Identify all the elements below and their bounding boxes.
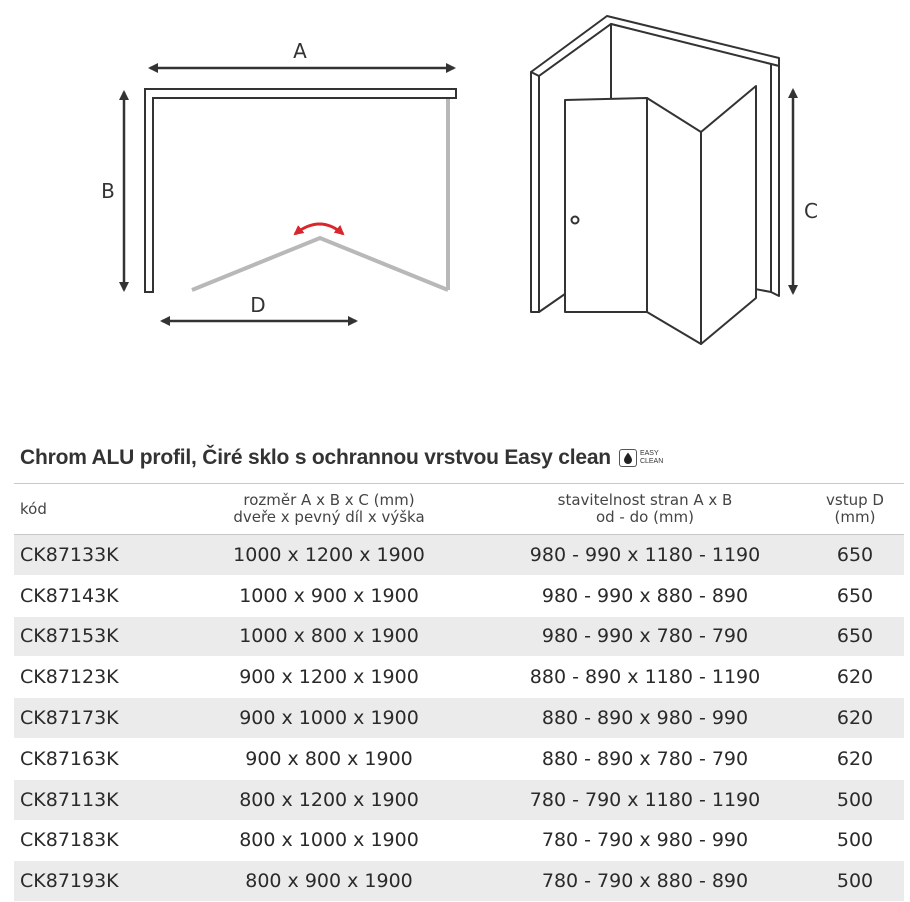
cell-entry: 500 — [806, 861, 904, 902]
dimension-d-label: D — [250, 293, 266, 317]
header-entry — [806, 484, 904, 535]
easy-clean-badge — [619, 449, 663, 467]
header-code: kód — [14, 484, 174, 535]
cell-size: 900 x 800 x 1900 — [174, 738, 484, 779]
cell-code: CK87133K — [14, 535, 174, 576]
table-row — [14, 820, 904, 861]
cell-adjust: 880 - 890 x 1180 - 1190 — [484, 657, 806, 698]
cell-code: CK87123K — [14, 657, 174, 698]
cell-size: 800 x 900 x 1900 — [174, 861, 484, 902]
cell-code: CK87143K — [14, 575, 174, 616]
cell-entry: 620 — [806, 698, 904, 739]
cell-code: CK87153K — [14, 616, 174, 657]
dimension-b-label: B — [101, 179, 115, 203]
cell-adjust: 780 - 790 x 880 - 890 — [484, 861, 806, 902]
badge-line-1: EASY — [639, 450, 659, 457]
cell-adjust: 880 - 890 x 780 - 790 — [484, 738, 806, 779]
technical-diagram — [0, 0, 910, 420]
table-row — [14, 535, 904, 576]
header-entry-line-2: (mm) — [834, 508, 876, 526]
cell-entry: 650 — [806, 535, 904, 576]
folding-panel-1 — [647, 98, 701, 344]
cell-entry: 650 — [806, 575, 904, 616]
folding-door — [192, 238, 448, 290]
cell-entry: 650 — [806, 616, 904, 657]
cell-adjust: 980 - 990 x 880 - 890 — [484, 575, 806, 616]
table-row — [14, 575, 904, 616]
isometric-view — [531, 16, 779, 344]
cell-entry: 620 — [806, 738, 904, 779]
table-header-row — [14, 484, 904, 535]
door-panel — [565, 98, 647, 312]
table-row — [14, 861, 904, 902]
header-adjust-line-1: stavitelnost stran A x B — [557, 491, 733, 509]
dimension-c-label: C — [804, 199, 818, 223]
table-row — [14, 779, 904, 820]
cell-code: CK87173K — [14, 698, 174, 739]
cell-code: CK87193K — [14, 861, 174, 902]
dimension-a-label: A — [293, 39, 307, 63]
cell-size: 900 x 1200 x 1900 — [174, 657, 484, 698]
cell-adjust: 980 - 990 x 1180 - 1190 — [484, 535, 806, 576]
spec-table — [14, 483, 904, 902]
header-entry-line-1: vstup D — [826, 491, 884, 509]
cell-entry: 620 — [806, 657, 904, 698]
header-size-line-1: rozměr A x B x C (mm) — [243, 491, 415, 509]
top-view-plan — [101, 39, 456, 321]
badge-text — [640, 450, 663, 466]
cell-adjust: 780 - 790 x 1180 - 1190 — [484, 779, 806, 820]
product-title: Chrom ALU profil, Čiré sklo s ochrannou vrstvou Easy clean — [20, 446, 611, 469]
table-row — [14, 616, 904, 657]
wall-profile — [145, 89, 456, 292]
right-wall — [771, 64, 779, 296]
water-drop-icon — [619, 449, 637, 467]
cell-code: CK87113K — [14, 779, 174, 820]
cell-adjust: 980 - 990 x 780 - 790 — [484, 616, 806, 657]
cell-size: 1000 x 800 x 1900 — [174, 616, 484, 657]
cell-size: 1000 x 1200 x 1900 — [174, 535, 484, 576]
cell-size: 800 x 1000 x 1900 — [174, 820, 484, 861]
header-size-line-2: dveře x pevný díl x výška — [233, 508, 425, 526]
badge-line-2: CLEAN — [639, 458, 664, 465]
cell-size: 900 x 1000 x 1900 — [174, 698, 484, 739]
table-row — [14, 698, 904, 739]
cell-adjust: 880 - 890 x 980 - 990 — [484, 698, 806, 739]
product-title-row — [20, 444, 663, 472]
door-handle-icon — [572, 217, 579, 224]
cell-code: CK87163K — [14, 738, 174, 779]
header-adjust-line-2: od - do (mm) — [595, 508, 695, 526]
swing-arrow-icon — [295, 224, 343, 234]
cell-size: 1000 x 900 x 1900 — [174, 575, 484, 616]
cell-entry: 500 — [806, 779, 904, 820]
cell-entry: 500 — [806, 820, 904, 861]
cell-size: 800 x 1200 x 1900 — [174, 779, 484, 820]
table-row — [14, 657, 904, 698]
table-row — [14, 738, 904, 779]
cell-code: CK87183K — [14, 820, 174, 861]
left-wall — [531, 68, 539, 312]
header-adjust — [484, 484, 806, 535]
header-size — [174, 484, 484, 535]
cell-adjust: 780 - 790 x 980 - 990 — [484, 820, 806, 861]
folding-panel-2 — [701, 86, 756, 344]
